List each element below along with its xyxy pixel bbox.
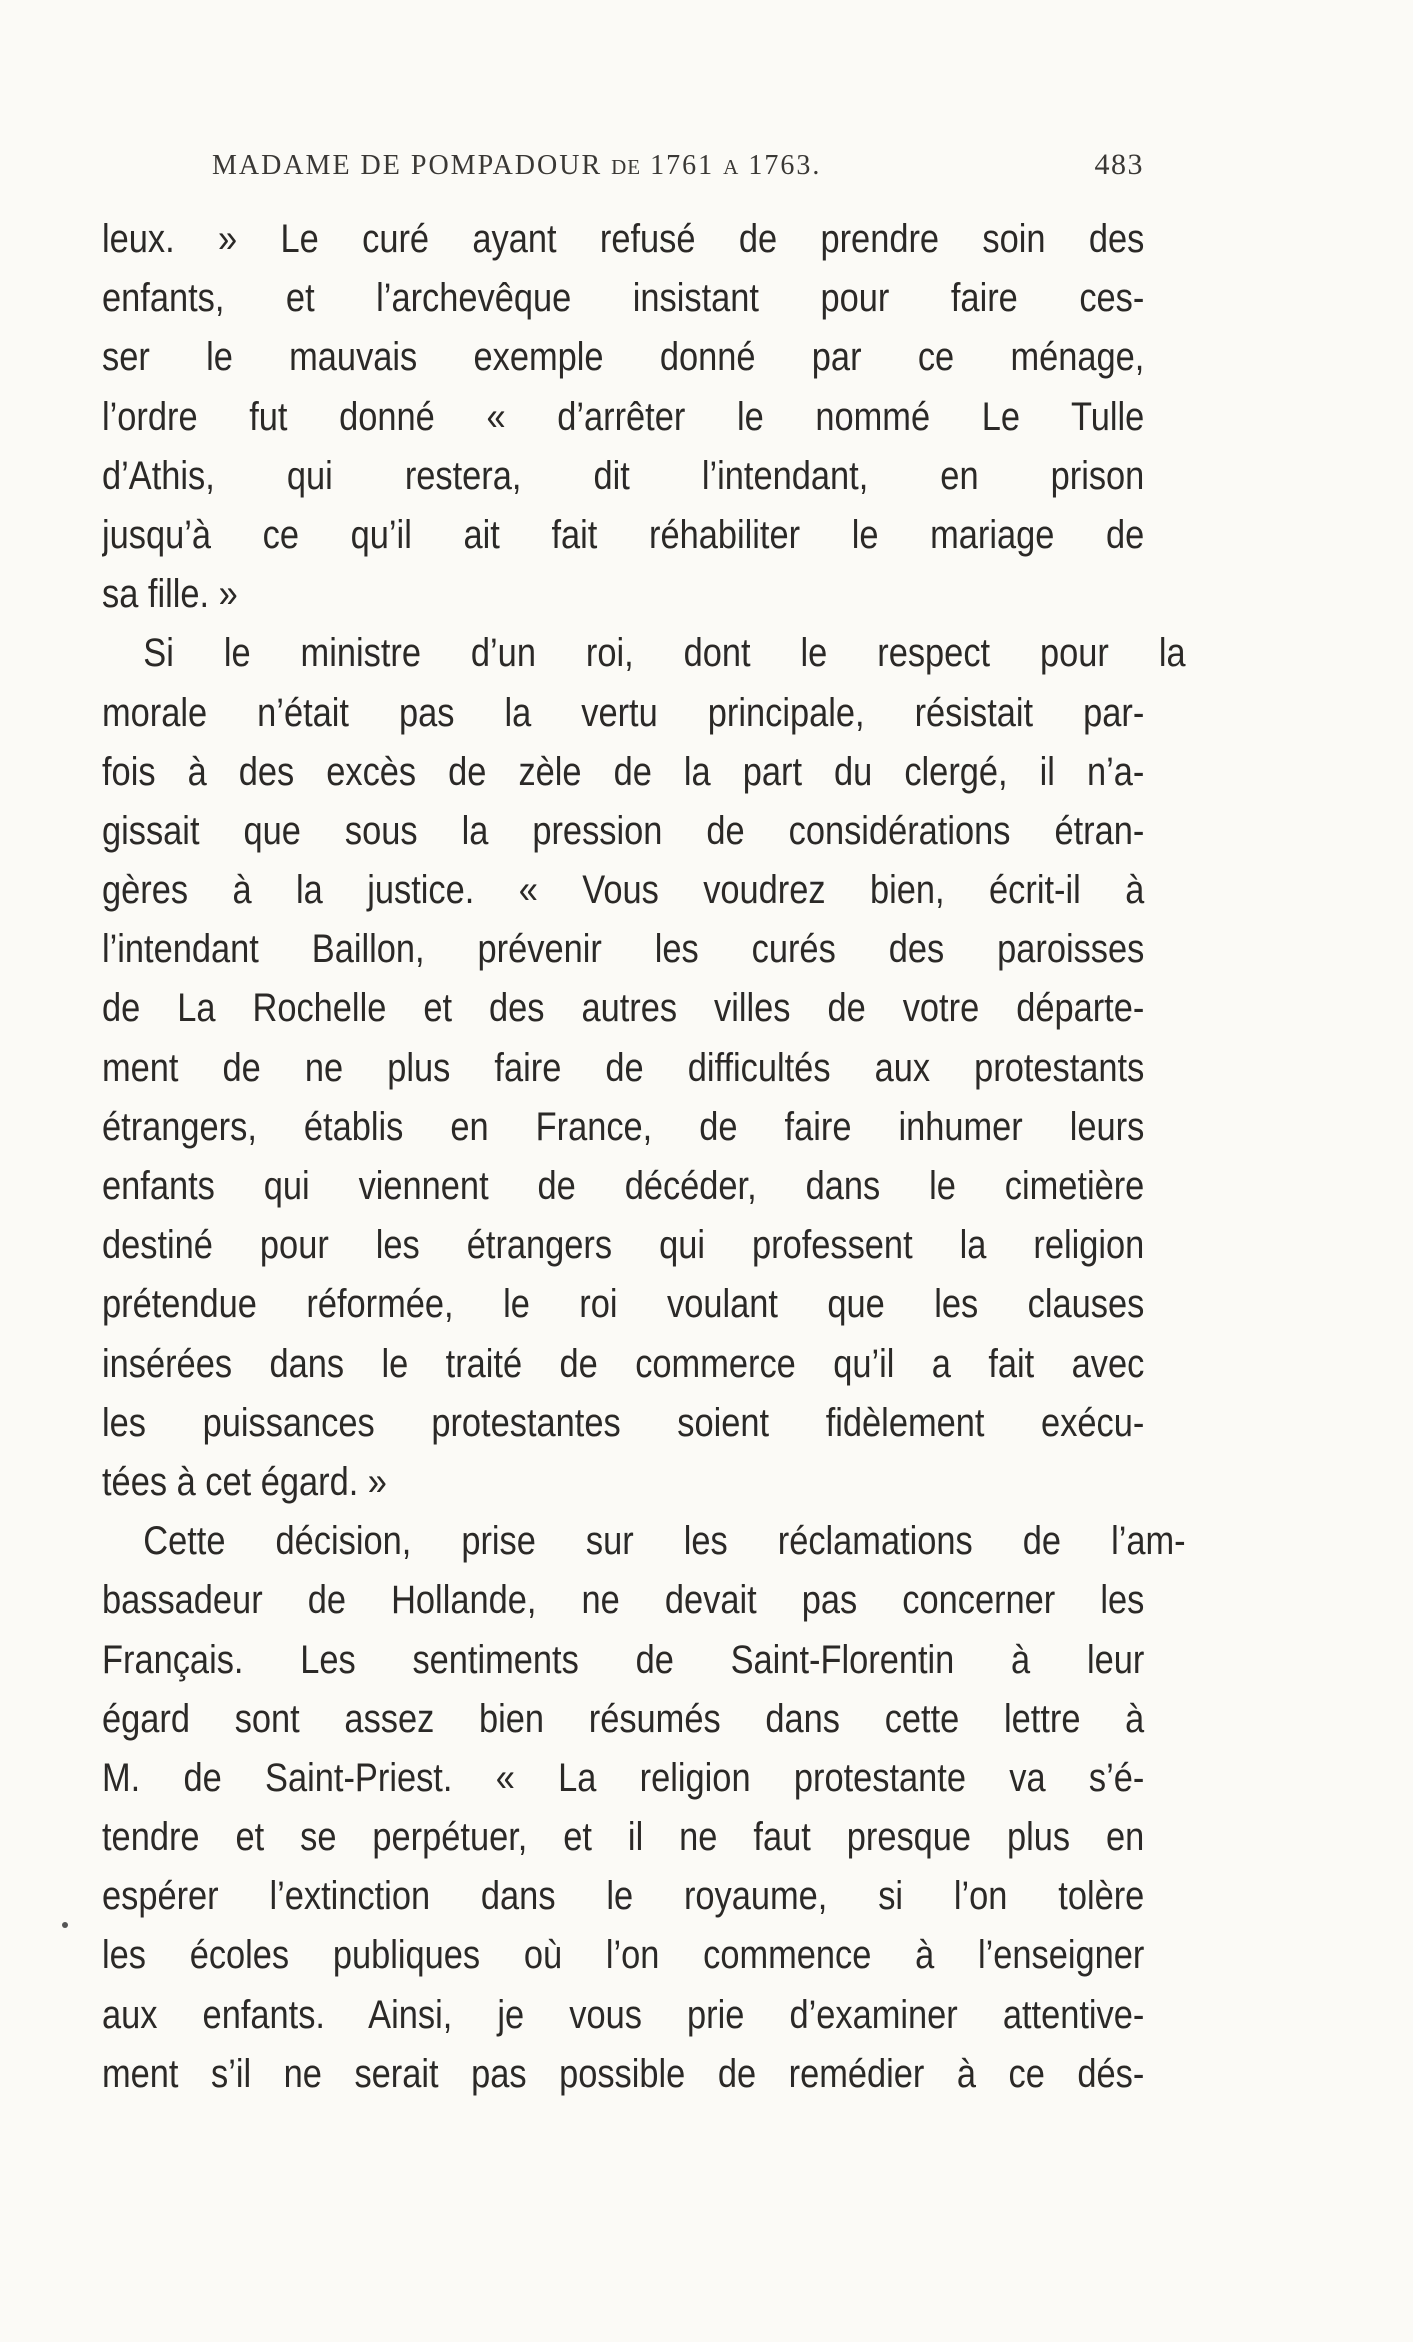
text-line: destiné pour les étrangers qui professent la religion: [102, 1223, 1145, 1268]
text-line: prétendue réformée, le roi voulant que les clauses: [102, 1282, 1145, 1327]
text-line: gissait que sous la pression de considérations étran-: [102, 808, 1145, 853]
text-line: égard sont assez bien résumés dans cette lettre à: [102, 1696, 1145, 1741]
running-title-de: DE: [611, 155, 642, 179]
text-line: Français. Les sentiments de Saint-Florentin à leur: [102, 1637, 1145, 1682]
running-title: [212, 150, 821, 182]
running-title-a: A: [723, 155, 740, 179]
text-line: tendre et se perpétuer, et il ne faut presque plus en: [102, 1815, 1145, 1860]
text-line: ser le mauvais exemple donné par ce ménage,: [102, 335, 1145, 380]
text-line: tées à cet égard. »: [102, 1459, 387, 1504]
text-line: aux enfants. Ainsi, je vous prie d’examiner attentive-: [102, 1992, 1145, 2037]
text-line: bassadeur de Hollande, ne devait pas concerner les: [102, 1578, 1145, 1623]
text-line: les écoles publiques où l’on commence à l’enseigner: [102, 1933, 1145, 1978]
text-line: leux. » Le curé ayant refusé de prendre soin des: [102, 217, 1145, 261]
text-line: étrangers, établis en France, de faire inhumer leurs: [102, 1104, 1145, 1149]
text-line: jusqu’à ce qu’il ait fait réhabiliter le mariage de: [102, 512, 1145, 557]
text-line: gères à la justice. « Vous voudrez bien, écrit-il à: [102, 868, 1145, 913]
text-line: l’ordre fut donné « d’arrêter le nommé Le Tulle: [102, 394, 1145, 439]
text-line: Cette décision, prise sur les réclamations de l’am-: [143, 1519, 1186, 1564]
text-line: espérer l’extinction dans le royaume, si l’on tolère: [102, 1874, 1145, 1919]
body-text: [102, 210, 1186, 2104]
running-title-year-start: 1761: [650, 150, 715, 181]
text-line: Si le ministre d’un roi, dont le respect pour la: [143, 631, 1186, 676]
text-line: M. de Saint-Priest. « La religion protestante va s’é-: [102, 1755, 1145, 1800]
text-line: d’Athis, qui restera, dit l’intendant, en prison: [102, 453, 1145, 498]
text-line: les puissances protestantes soient fidèlement exécu-: [102, 1400, 1145, 1445]
text-line: enfants, et l’archevêque insistant pour faire ces-: [102, 276, 1145, 321]
text-line: enfants qui viennent de décéder, dans le cimetière: [102, 1164, 1145, 1208]
page-number: 483: [1094, 148, 1144, 181]
running-title-main: MADAME DE POMPADOUR: [212, 150, 603, 181]
text-line: ment de ne plus faire de difficultés aux protestants: [102, 1045, 1145, 1090]
text-line: fois à des excès de zèle de la part du clergé, il n’a-: [102, 749, 1145, 794]
margin-dot: [62, 1922, 68, 1928]
text-line: ment s’il ne serait pas possible de remédier à ce dés-: [102, 2051, 1145, 2096]
text-line: morale n’était pas la vertu principale, résistait par-: [102, 690, 1145, 735]
text-line: de La Rochelle et des autres villes de votre départe-: [102, 986, 1145, 1031]
text-line: l’intendant Baillon, prévenir les curés des paroisses: [102, 927, 1145, 972]
text-line: sa fille. »: [102, 572, 238, 617]
running-head: [212, 148, 1144, 188]
text-line: insérées dans le traité de commerce qu’il a fait avec: [102, 1341, 1145, 1386]
running-title-year-end: 1763.: [748, 150, 822, 181]
